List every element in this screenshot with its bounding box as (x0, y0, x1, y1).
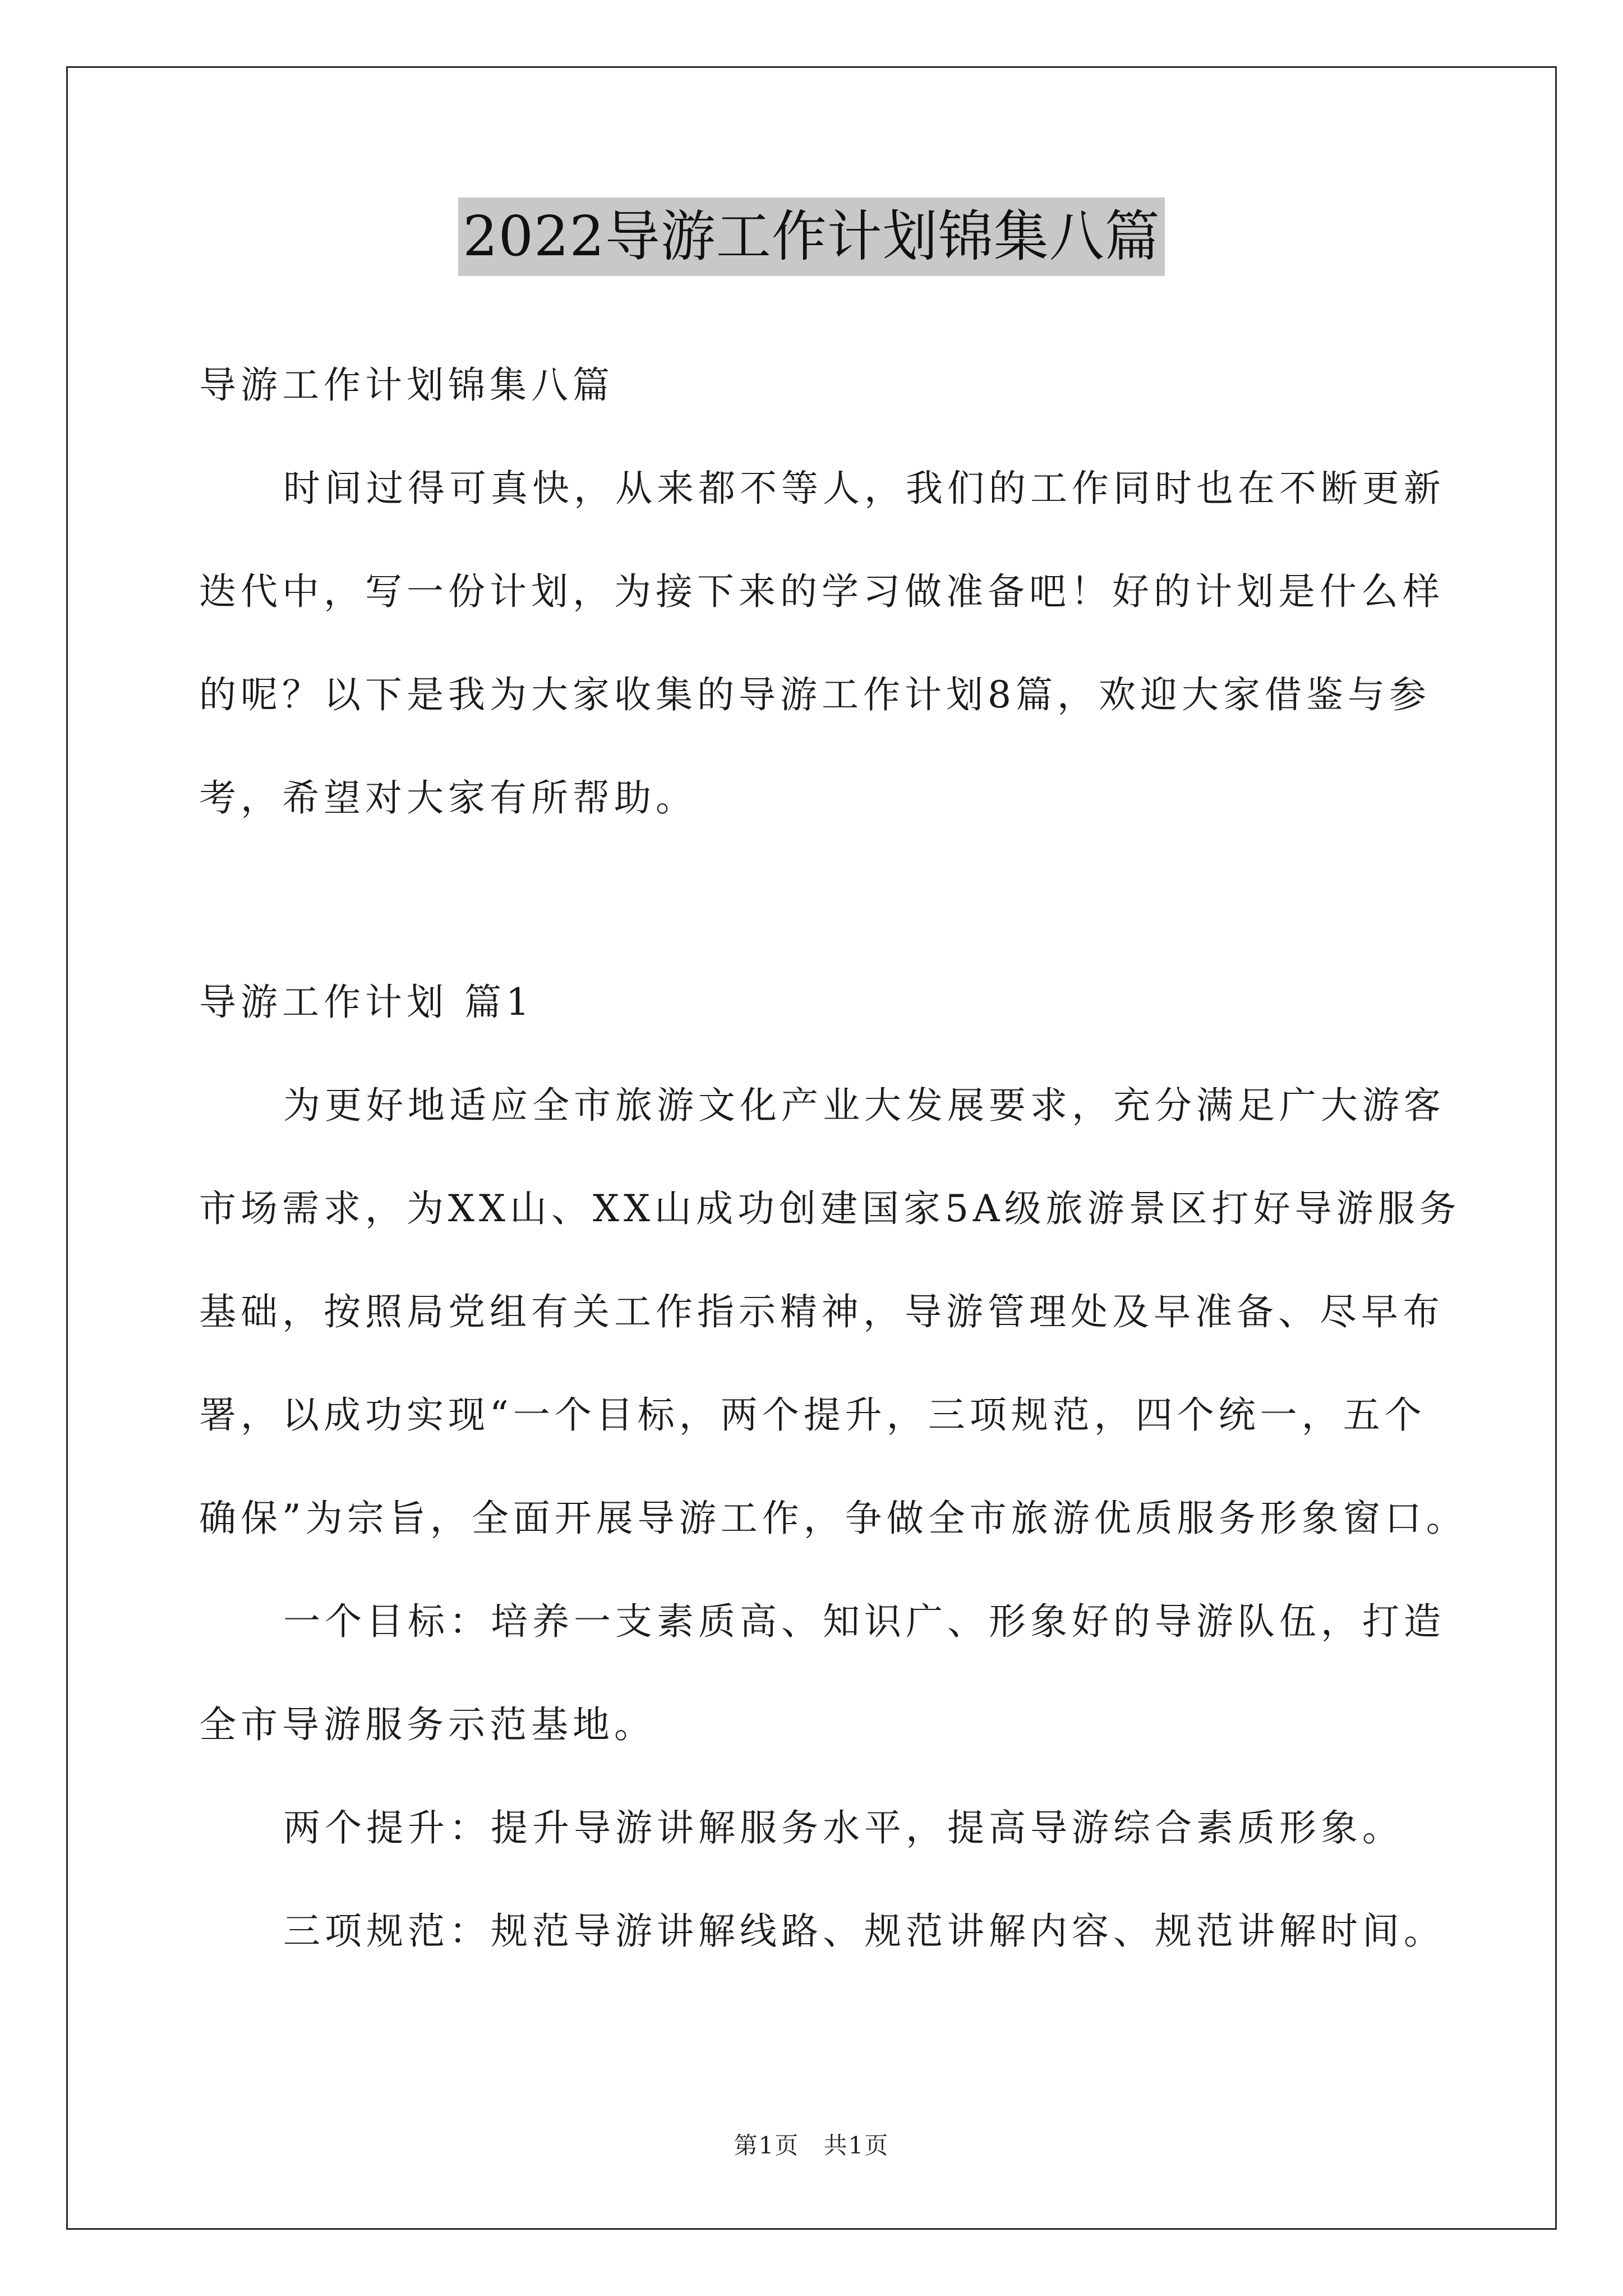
section-heading: 导游工作计划 篇1 (199, 981, 534, 1024)
section-line: 市场需求，为XX山、XX山成功创建国家5A级旅游景区打好导游服务 (199, 1187, 1461, 1230)
section-line: 全市导游服务示范基地。 (199, 1703, 656, 1746)
intro-line: 时间过得可真快，从来都不等人，我们的工作同时也在不断更新 (283, 467, 1445, 510)
section-line: 为更好地适应全市旅游文化产业大发展要求，充分满足广大游客 (283, 1084, 1445, 1127)
paragraph-gap (199, 850, 1427, 951)
page-footer (0, 2129, 1623, 2162)
intro-line: 考，希望对大家有所帮助。 (199, 776, 697, 820)
section-line: 署，以成功实现“一个目标，两个提升，三项规范，四个统一，五个 (199, 1393, 1426, 1437)
section-line: 三项规范：规范导游讲解线路、规范讲解内容、规范讲解时间。 (283, 1910, 1445, 1953)
document-body (199, 334, 1468, 1983)
page-total: 共1页 (823, 2132, 889, 2159)
intro-line: 的呢？以下是我为大家收集的导游工作计划8篇，欢迎大家借鉴与参 (199, 673, 1431, 716)
intro-line: 迭代中，写一份计划，为接下来的学习做准备吧！好的计划是什么样 (199, 570, 1444, 613)
title-container (0, 197, 1623, 276)
document-title: 2022导游工作计划锦集八篇 (458, 197, 1164, 276)
section-line: 确保”为宗旨，全面开展导游工作，争做全市旅游优质服务形象窗口。 (199, 1497, 1468, 1540)
section-line: 一个目标：培养一支素质高、知识广、形象好的导游队伍，打造 (283, 1600, 1445, 1643)
page-number: 第1页 (734, 2132, 800, 2159)
document-subtitle: 导游工作计划锦集八篇 (199, 364, 614, 407)
section-line: 两个提升：提升导游讲解服务水平，提高导游综合素质形象。 (283, 1806, 1404, 1849)
section-line: 基础，按照局党组有关工作指示精神，导游管理处及早准备、尽早布 (199, 1290, 1444, 1333)
